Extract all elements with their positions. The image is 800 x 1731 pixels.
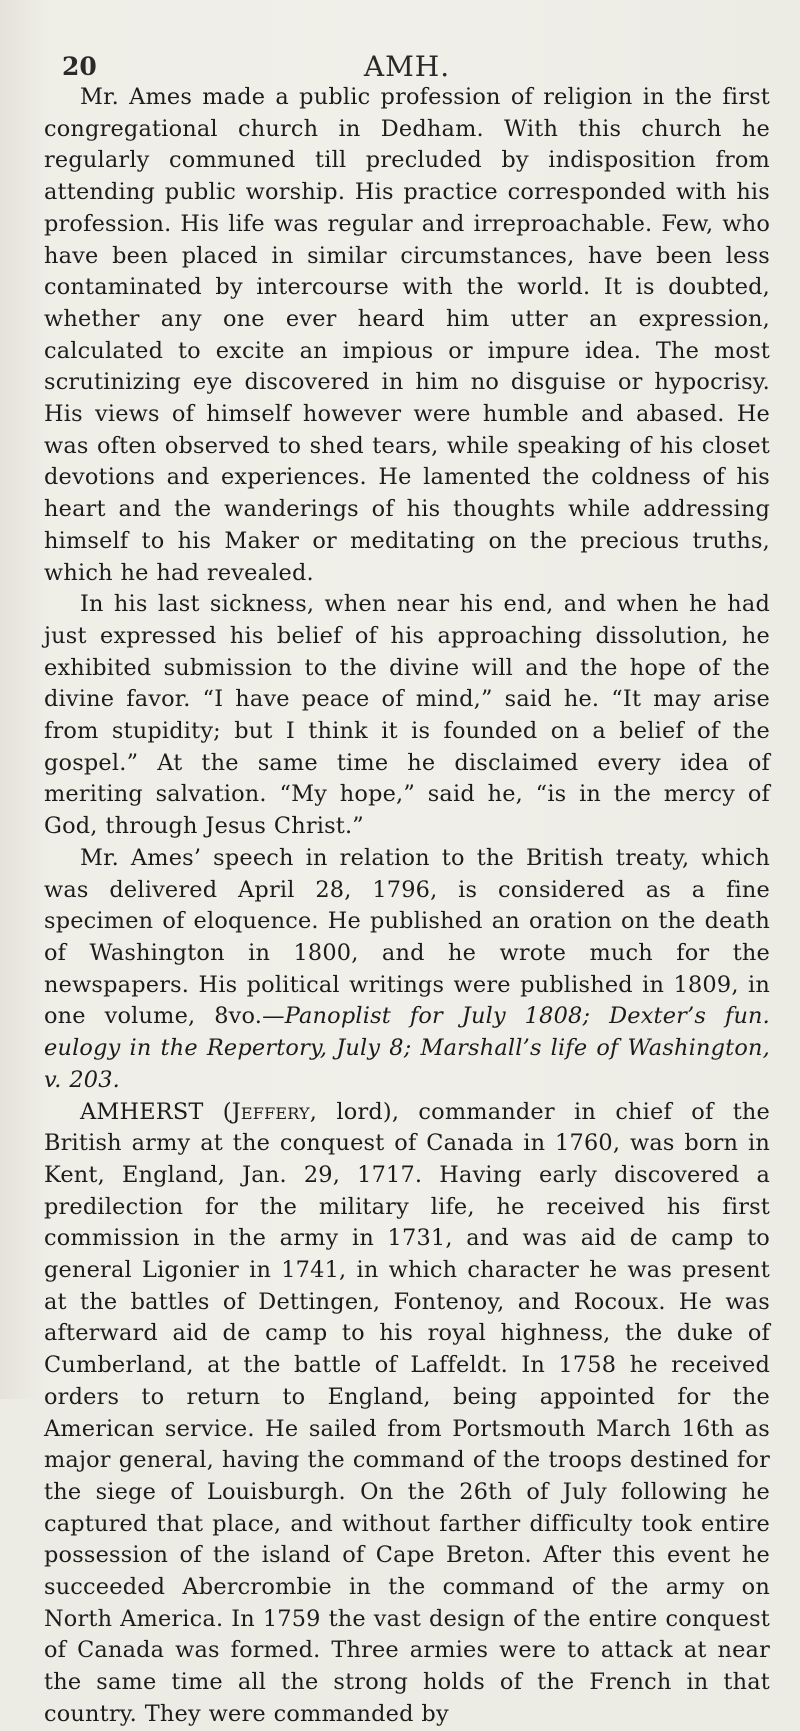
- running-head: AMH.: [363, 50, 451, 83]
- body-text: [44, 82, 770, 1731]
- entry-headword: AMHERST: [80, 1098, 204, 1125]
- speech-text: Mr. Ames’ speech in relation to the British treaty, which was delivered April 28, 1796, is considered as a fine specimen of eloquence. He published an oration on the death of Washington in 1800, and he wrote much for the newspapers. His political writings were published in 1809, in one volume, 8vo.—: [44, 844, 770, 1030]
- paragraph-ames-religion: Mr. Ames made a public profession of religion in the first congregational church in Dedham. With this church he regularly communed till precluded by indisposition from attending public worship. His practice corresponded with his profession. His life was regular and irreproachable. Few, who have been placed in similar circumstances, have been less contaminated by intercourse with the world. It is doubted, whether any one ever heard him utter an expression, calculated to excite an impious or impure idea. The most scrutinizing eye discovered in him no disguise or hypocrisy. His views of himself however were humble and abased. He was often observed to shed tears, while speaking of his closet devotions and experiences. He lamented the coldness of his heart and the wanderings of his thoughts while addressing himself to his Maker or meditating on the precious truths, which he had revealed.: [44, 84, 770, 586]
- page-header: [44, 36, 770, 82]
- entry-text: , lord), commander in chief of the British army at the conquest of Canada in 1760, was born in Kent, England, Jan. 29, 1717. Having early discovered a predilection for the military life, he received his first commission in the army in 1731, and was aid de camp to general Ligonier in 1741, in which character he was present at the battles of Dettingen, Fontenoy, and Rocoux. He was afterward aid de camp to his royal highness, the duke of Cumberland, at the battle of Laffeldt. In 1758 he received orders to return to England, being appointed for the American service. He sailed from Portsmouth March 16th as major general, having the command of the troops destined for the siege of Louisburgh. On the 26th of July following he captured that place, and without farther difficulty took entire possession of the island of Cape Breton. After this event he succeeded Abercrombie in the command of the army on North America. In 1759 the vast design of the entire conquest of Canada was formed. Three armies were to attack at near the same time all the strong holds of the French in that country. They were commanded by: [44, 1098, 770, 1727]
- paragraph-ames-last-sickness: In his last sickness, when near his end, and when he had just expressed his belief of his approaching dissolution, he exhibited submission to the divine will and the hope of the divine favor. “I have peace of mind,” said he. “It may arise from stupidity; but I think it is founded on a belief of the gospel.” At the same time he disclaimed every idea of meriting salvation. “My hope,” said he, “is in the mercy of God, through Jesus Christ.”: [44, 591, 770, 840]
- paragraph-amherst-entry: AMHERST (Jeffery, lord), commander in chief of the British army at the conquest of Canada in 1760, was born in Kent, England, Jan. 29, 1717. Having early discovered a predilection for the military life, he received his first commission in the army in 1731, and was aid de camp to general Ligonier in 1741, in which character he was present at the battles of Dettingen, Fontenoy, and Rocoux. He was afterward aid de camp to his royal highness, the duke of Cumberland, at the battle of Laffeldt. In 1758 he received orders to return to England, being appointed for the American service. He sailed from Portsmouth March 16th as major general, having the command of the troops destined for the siege of Louisburgh. On the 26th of July following he captured that place, and without farther difficulty took entire possession of the island of Cape Breton. After this event he succeeded Abercrombie in the command of the army on North America. In 1759 the vast design of the entire conquest of Canada was formed. Three armies were to attack at near the same time all the strong holds of the French in that country. They were commanded by: [44, 1098, 770, 1727]
- citation: Panoplist for July 1808; Dexter’s fun. eulogy in the Repertory, July 8; Marshall’s life of Washington, v. 203.: [44, 1003, 770, 1093]
- paragraph-ames-speech: [44, 843, 770, 1097]
- page-number: 20: [62, 52, 97, 81]
- entry-name: Jeffery: [231, 1098, 310, 1125]
